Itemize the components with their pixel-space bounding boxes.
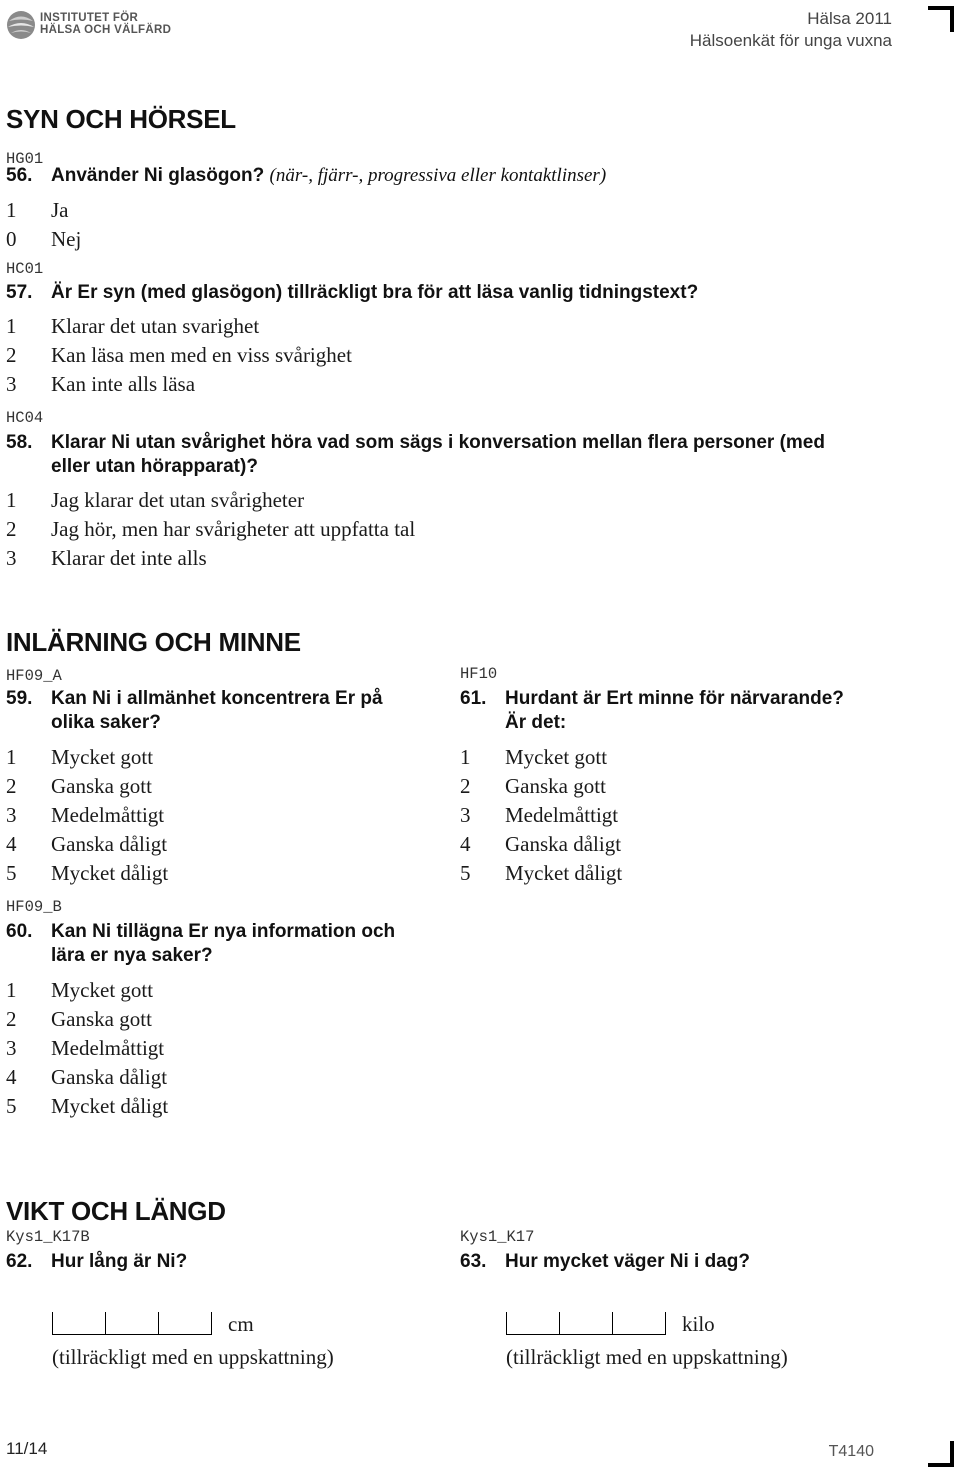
question-number: 62. [6,1251,33,1272]
question-text: Kan Ni i allmänhet koncentrera Er på [51,688,383,709]
section-title-vikt: VIKT OCH LÄNGD [6,1196,226,1226]
page-number: 11/14 [6,1439,48,1458]
question-code: HC04 [6,409,44,427]
unit-label: cm [228,1312,254,1336]
answer-option[interactable]: 3 Medelmåttigt [460,803,619,827]
question-code: HF09_B [6,898,62,916]
question-subtext: (när-, fjärr-, progressiva eller kontaktlinser) [269,165,607,186]
crop-mark-top-right [928,6,954,32]
survey-subtitle: Hälsoenkät för unga vuxna [689,31,892,50]
height-entry[interactable] [52,1312,254,1335]
answer-option[interactable]: 2 Ganska gott [6,774,152,798]
question-59 [6,687,426,735]
answer-option[interactable]: 2 Kan läsa men med en viss svårighet [6,343,352,367]
answer-option[interactable]: 3 Klarar det inte alls [6,546,207,570]
digit-box[interactable] [506,1312,559,1335]
options-56 [6,196,81,254]
question-code: Kys1_K17B [6,1228,90,1246]
question-text: Använder Ni glasögon? [51,165,265,186]
form-id: T4140 [828,1443,874,1460]
question-number: 56. [6,165,33,186]
answer-option[interactable]: 2 Ganska gott [6,1007,152,1031]
question-number: 63. [460,1251,487,1272]
answer-option[interactable]: 5 Mycket dåligt [460,861,623,885]
question-text: Kan Ni tillägna Er nya information och [51,921,396,942]
section-title-syn: SYN OCH HÖRSEL [6,104,236,134]
answer-option[interactable]: 1 Jag klarar det utan svårigheter [6,488,305,512]
weight-entry[interactable] [506,1312,715,1335]
question-code: HF09_A [6,667,62,685]
answer-option[interactable]: 1 Ja [6,198,69,222]
digit-box[interactable] [559,1312,612,1335]
section-title-inlarning: INLÄRNING OCH MINNE [6,627,301,657]
estimate-note: (tillräckligt med en uppskattning) [506,1345,788,1369]
question-text: Hur lång är Ni? [51,1251,188,1272]
answer-option[interactable]: 4 Ganska dåligt [6,832,168,856]
answer-option[interactable]: 4 Ganska dåligt [6,1065,168,1089]
question-code: HG01 [6,150,44,168]
answer-option[interactable]: 4 Ganska dåligt [460,832,622,856]
survey-title: Hälsa 2011 [807,9,892,28]
question-63 [460,1250,750,1274]
org-name [40,12,171,36]
question-58 [6,431,926,479]
question-text-cont: Är det: [505,712,567,733]
question-61 [460,687,920,735]
crop-mark-bottom-right [928,1441,954,1467]
question-56 [6,164,606,188]
question-text: Hurdant är Ert minne för närvarande? [505,688,844,709]
answer-option[interactable]: 3 Kan inte alls läsa [6,372,196,396]
options-58 [6,486,415,573]
question-code: HF10 [460,665,498,683]
digit-box[interactable] [612,1312,666,1335]
unit-label: kilo [682,1312,715,1336]
answer-option[interactable]: 2 Ganska gott [460,774,606,798]
question-code: HC01 [6,260,44,278]
question-text-cont: eller utan hörapparat)? [51,456,258,477]
question-text-cont: olika saker? [51,712,161,733]
options-59 [6,743,168,888]
answer-option[interactable]: 5 Mycket dåligt [6,861,169,885]
answer-option[interactable]: 2 Jag hör, men har svårigheter att uppfatta tal [6,517,416,541]
question-text: Klarar Ni utan svårighet höra vad som sägs i konversation mellan flera personer (med [51,432,825,453]
question-number: 57. [6,282,33,303]
answer-option[interactable]: 5 Mycket dåligt [6,1094,169,1118]
question-number: 60. [6,921,33,942]
answer-option[interactable]: 1 Mycket gott [6,978,154,1002]
answer-option[interactable]: 3 Medelmåttigt [6,1036,165,1060]
question-60 [6,920,436,968]
options-60 [6,976,168,1121]
answer-option[interactable]: 1 Mycket gott [6,745,154,769]
digit-box[interactable] [52,1312,105,1335]
estimate-note: (tillräckligt med en uppskattning) [52,1345,334,1369]
question-number: 59. [6,688,33,709]
question-number: 58. [6,432,33,453]
answer-option[interactable]: 3 Medelmåttigt [6,803,165,827]
question-62 [6,1250,187,1274]
answer-option[interactable]: 0 Nej [6,227,82,251]
options-61 [460,743,622,888]
answer-option[interactable]: 1 Klarar det utan svarighet [6,314,260,338]
question-text: Hur mycket väger Ni i dag? [505,1251,750,1272]
question-text-cont: lära er nya saker? [51,945,213,966]
digit-box[interactable] [158,1312,212,1335]
org-line-2: HÄLSA OCH VÄLFÄRD [40,24,172,36]
options-57 [6,312,352,399]
digit-box[interactable] [105,1312,158,1335]
question-text: Är Er syn (med glasögon) tillräckligt bra för att läsa vanlig tidningstext? [51,282,699,303]
answer-option[interactable]: 1 Mycket gott [460,745,608,769]
document-title [690,8,892,52]
question-number: 61. [460,688,487,709]
question-code: Kys1_K17 [460,1228,535,1246]
question-57 [6,281,906,305]
org-line-1: INSTITUTET FÖR [40,12,139,24]
